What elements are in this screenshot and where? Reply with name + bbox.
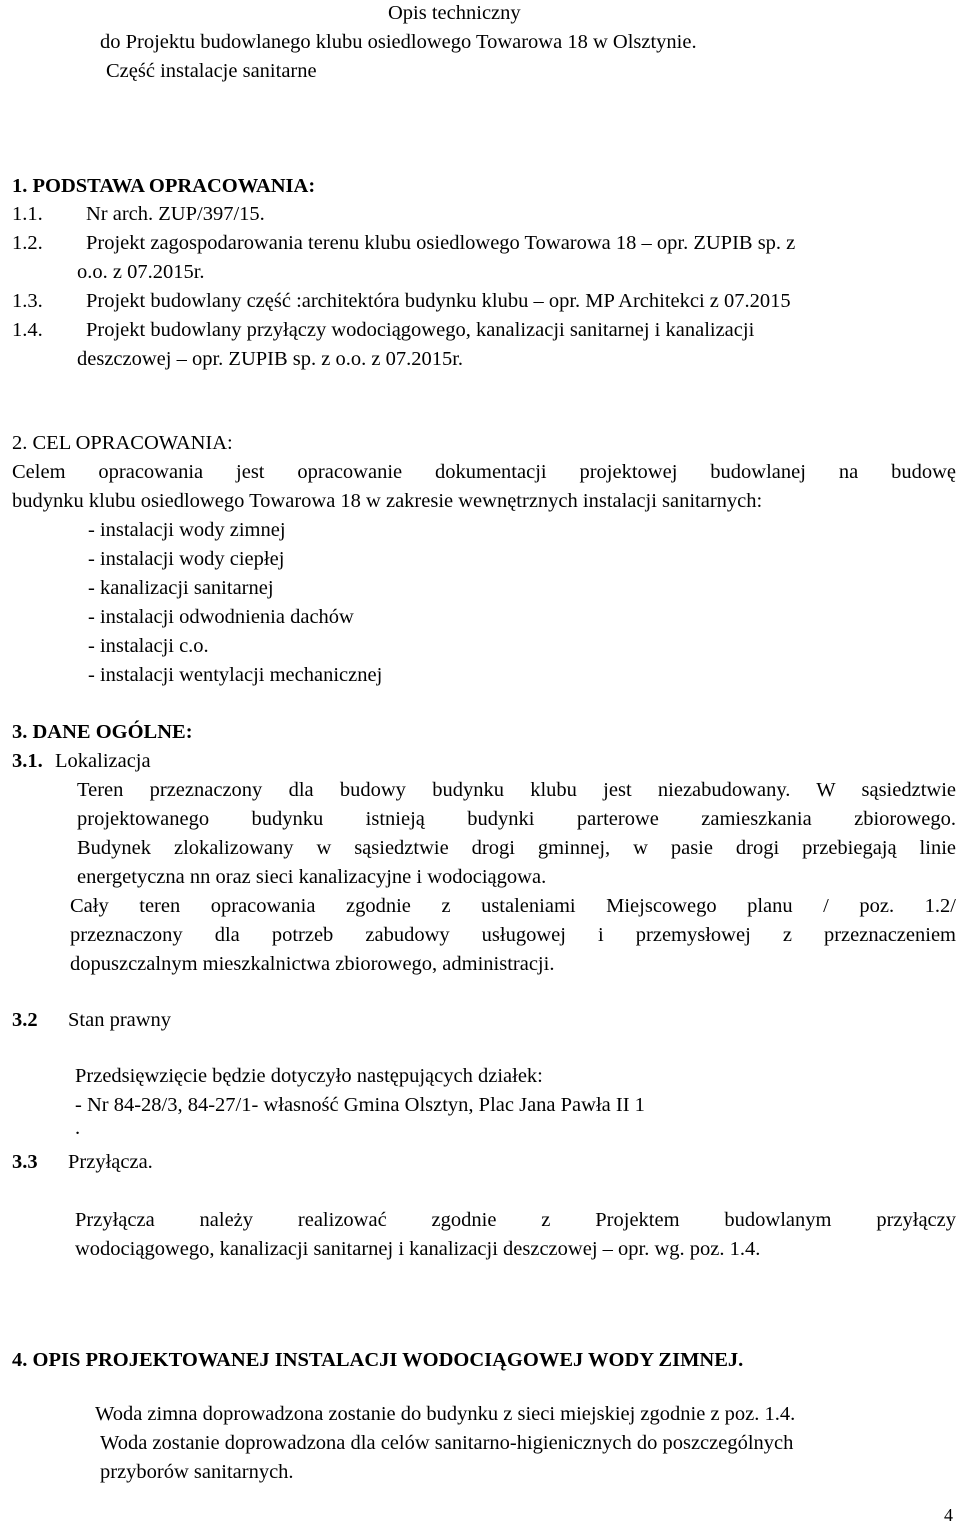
list-item: - instalacji wody ciepłej <box>88 548 285 570</box>
paragraph-line: Teren przeznaczony dla budowy budynku klubu jest niezabudowany. W sąsiedztwie <box>77 779 956 801</box>
item-1-3-text: Projekt budowlany część :architektóra budynku klubu – opr. MP Architekci z 07.2015 <box>86 290 791 312</box>
paragraph-line: Woda zimna doprowadzona zostanie do budynku z sieci miejskiej zgodnie z poz. 1.4. <box>95 1403 796 1425</box>
paragraph-line: wodociągowego, kanalizacji sanitarnej i kanalizacji deszczowej – opr. wg. poz. 1.4. <box>75 1238 761 1260</box>
page-number: 4 <box>944 1505 953 1525</box>
list-item: - kanalizacji sanitarnej <box>88 577 274 599</box>
paragraph-line: energetyczna nn oraz sieci kanalizacyjne i wodociągowa. <box>77 866 547 888</box>
paragraph-line: przyborów sanitarnych. <box>100 1461 294 1483</box>
section-2-heading: 2. CEL OPRACOWANIA: <box>12 432 233 454</box>
subsection-3-2-title: Stan prawny <box>68 1009 172 1031</box>
paragraph-line: Przedsięwzięcie będzie dotyczyło następujących działek: <box>75 1065 543 1087</box>
paragraph-line: Budynek zlokalizowany w sąsiedztwie drogi gminnej, w pasie drogi przebiegają linie <box>77 837 956 859</box>
list-item: - instalacji wentylacji mechanicznej <box>88 664 383 686</box>
doc-part: Część instalacje sanitarne <box>106 60 317 82</box>
section-1-heading: 1. PODSTAWA OPRACOWANIA: <box>12 175 316 197</box>
subsection-3-3-title: Przyłącza. <box>68 1151 153 1173</box>
item-1-4-num: 1.4. <box>12 319 43 341</box>
section-4-heading: 4. OPIS PROJEKTOWANEJ INSTALACJI WODOCIĄGOWEJ WODY ZIMNEJ. <box>12 1349 744 1371</box>
subsection-3-1-title: Lokalizacja <box>55 750 151 772</box>
paragraph-line: projektowanego budynku istnieją budynki parterowe zamieszkania zbiorowego. <box>77 808 956 830</box>
paragraph-line: - Nr 84-28/3, 84-27/1- własność Gmina Olsztyn, Plac Jana Pawła II 1 <box>75 1094 645 1116</box>
item-1-3-num: 1.3. <box>12 290 43 312</box>
paragraph-line: Przyłącza należy realizować zgodnie z Projektem budowlanym przyłączy <box>75 1209 956 1231</box>
list-item: - instalacji c.o. <box>88 635 209 657</box>
paragraph-line: przeznaczony dla potrzeb zabudowy usługowej i przemysłowej z przeznaczeniem <box>70 924 956 946</box>
doc-subtitle: do Projektu budowlanego klubu osiedlowego Towarowa 18 w Olsztynie. <box>100 31 697 53</box>
doc-title: Opis techniczny <box>388 2 521 24</box>
paragraph-line: Woda zostanie doprowadzona dla celów sanitarno-higienicznych do poszczególnych <box>100 1432 794 1454</box>
item-1-4-text: Projekt budowlany przyłączy wodociągowego, kanalizacji sanitarnej i kanalizacji <box>86 319 755 341</box>
item-1-1-text: Nr arch. ZUP/397/15. <box>86 203 265 225</box>
subsection-3-3-num: 3.3 <box>12 1151 38 1173</box>
item-1-2-cont: o.o. z 07.2015r. <box>77 261 205 283</box>
subsection-3-2-num: 3.2 <box>12 1009 38 1031</box>
item-1-2-num: 1.2. <box>12 232 43 254</box>
paragraph-line: Cały teren opracowania zgodnie z ustaleniami Miejscowego planu / poz. 1.2/ <box>70 895 956 917</box>
item-1-1-num: 1.1. <box>12 203 43 225</box>
item-1-4-cont: deszczowej – opr. ZUPIB sp. z o.o. z 07.2015r. <box>77 348 464 370</box>
section-2-para-2: budynku klubu osiedlowego Towarowa 18 w zakresie wewnętrznych instalacji sanitarnych: <box>12 490 763 512</box>
list-item: - instalacji odwodnienia dachów <box>88 606 354 628</box>
paragraph-line: . <box>75 1117 81 1139</box>
section-2-para-1: Celem opracowania jest opracowanie dokumentacji projektowej budowlanej na budowę <box>12 461 956 483</box>
paragraph-line: dopuszczalnym mieszkalnictwa zbiorowego, administracji. <box>70 953 555 975</box>
section-3-heading: 3. DANE OGÓLNE: <box>12 721 193 743</box>
subsection-3-1-num: 3.1. <box>12 750 43 772</box>
item-1-2-text: Projekt zagospodarowania terenu klubu osiedlowego Towarowa 18 – opr. ZUPIB sp. z <box>86 232 796 254</box>
list-item: - instalacji wody zimnej <box>88 519 286 541</box>
